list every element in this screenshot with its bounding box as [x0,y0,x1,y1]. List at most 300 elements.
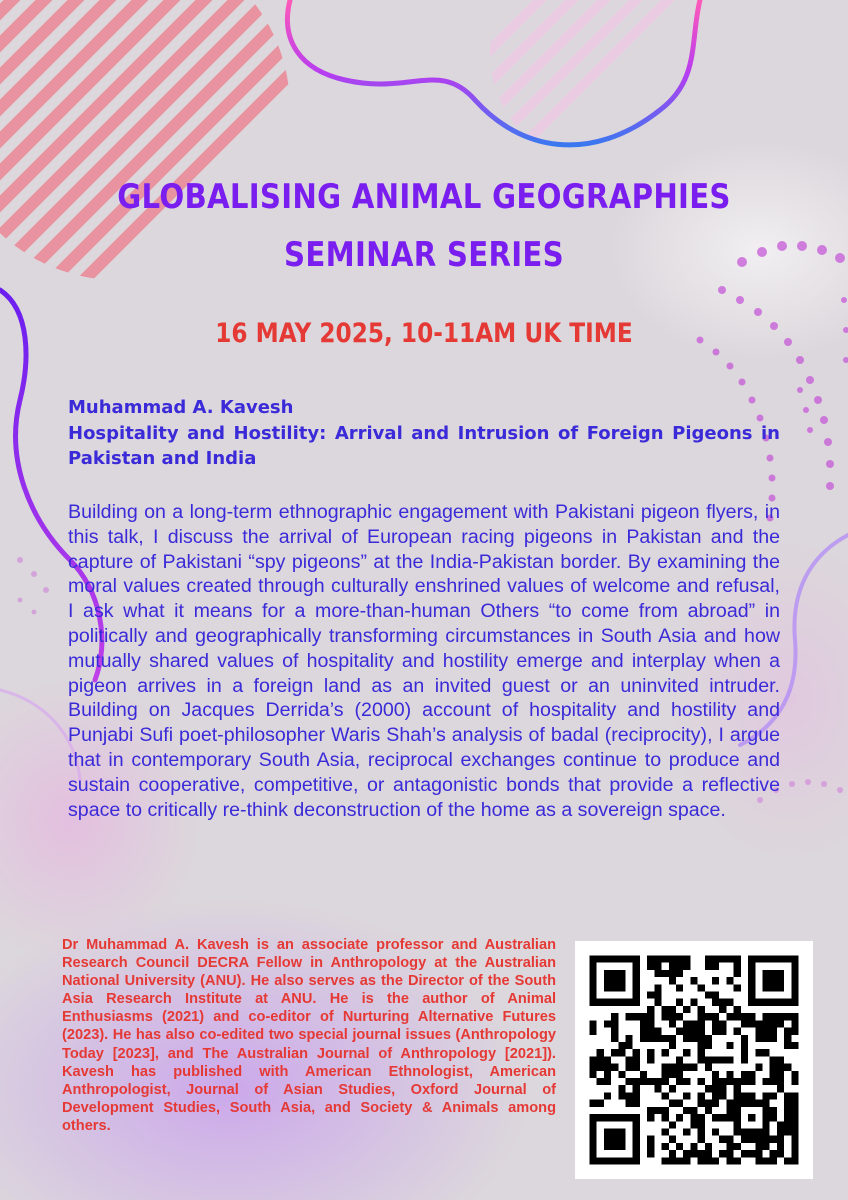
qr-module [748,1129,755,1136]
qr-module [683,1150,690,1157]
qr-module [611,977,618,984]
qr-module [698,1028,705,1035]
qr-module [741,1056,748,1063]
qr-module [647,1013,654,1020]
qr-module [597,1100,604,1107]
qr-module [755,1020,762,1027]
qr-module [755,955,762,962]
qr-module [604,999,611,1006]
qr-module [589,1114,596,1121]
qr-module [683,1020,690,1027]
qr-module [763,1020,770,1027]
qr-module [647,955,654,962]
qr-module [597,1049,604,1056]
qr-module [662,1035,669,1042]
qr-module [705,1100,712,1107]
qr-module [712,1085,719,1092]
qr-module [654,1085,661,1092]
qr-module [690,1121,697,1128]
qr-module [698,1042,705,1049]
qr-module [712,1114,719,1121]
qr-module [784,1013,791,1020]
qr-module [712,1100,719,1107]
qr-module [625,1092,632,1099]
qr-module [726,1042,733,1049]
qr-module [604,1143,611,1150]
qr-module [770,1114,777,1121]
qr-module [611,999,618,1006]
qr-module [589,1020,596,1027]
qr-module [712,1092,719,1099]
qr-module [748,955,755,962]
qr-module [640,1071,647,1078]
qr-module [712,955,719,962]
qr-module [604,1020,611,1027]
qr-module [719,999,726,1006]
qr-module [647,1150,654,1157]
qr-module [755,1049,762,1056]
qr-module [698,1049,705,1056]
qr-module [719,1056,726,1063]
qr-module [618,1042,625,1049]
qr-module [777,984,784,991]
qr-module [604,1136,611,1143]
qr-module [611,955,618,962]
qr-module [647,963,654,970]
qr-module [712,991,719,998]
qr-module [625,1114,632,1121]
qr-module [640,1078,647,1085]
qr-module [763,1114,770,1121]
qr-module [763,1100,770,1107]
qr-module [662,970,669,977]
qr-module [654,999,661,1006]
qr-module [770,1107,777,1114]
qr-module [755,1136,762,1143]
qr-module [748,977,755,984]
qr-module [784,1092,791,1099]
qr-module [784,1028,791,1035]
qr-module [589,1121,596,1128]
qr-module [618,1049,625,1056]
talk-title: Hospitality and Hostility: Arrival and Intrusion of Foreign Pigeons in Pakistan and India [68,423,780,469]
qr-module [763,1013,770,1020]
qr-module [597,1056,604,1063]
qr-module [633,1157,640,1164]
qr-module [734,1006,741,1013]
qr-module [784,1064,791,1071]
qr-module [698,1121,705,1128]
qr-module [748,1100,755,1107]
qr-module [683,1049,690,1056]
qr-module [676,1071,683,1078]
qr-module [669,1150,676,1157]
qr-module [748,1092,755,1099]
qr-module [777,1150,784,1157]
qr-module [611,1136,618,1143]
qr-module [763,1107,770,1114]
qr-module [734,1028,741,1035]
qr-module [669,1035,676,1042]
qr-module [654,1107,661,1114]
qr-module [791,1020,798,1027]
qr-module [625,1042,632,1049]
qr-module [669,1020,676,1027]
qr-module [683,1129,690,1136]
qr-module [784,1121,791,1128]
qr-module [784,1107,791,1114]
qr-module [690,1035,697,1042]
qr-module [719,1020,726,1027]
qr-module [669,1006,676,1013]
qr-module [676,1078,683,1085]
qr-module [777,1121,784,1128]
qr-module [669,970,676,977]
qr-module [625,1157,632,1164]
qr-module [604,984,611,991]
qr-module [698,1006,705,1013]
qr-module [676,1064,683,1071]
qr-module [726,1056,733,1063]
qr-module [647,1114,654,1121]
qr-module [690,1020,697,1027]
qr-module [618,955,625,962]
qr-module [791,1143,798,1150]
qr-module [589,1064,596,1071]
qr-module [604,1056,611,1063]
qr-module [604,1071,611,1078]
qr-module [633,1136,640,1143]
qr-module [770,1064,777,1071]
qr-module [770,1035,777,1042]
qr-module [669,955,676,962]
qr-module [597,1064,604,1071]
qr-module [625,1078,632,1085]
qr-module [690,1114,697,1121]
qr-module [719,1006,726,1013]
qr-module [734,1085,741,1092]
qr-module [777,1064,784,1071]
qr-module [698,1114,705,1121]
qr-module [589,1129,596,1136]
qr-module [611,1143,618,1150]
qr-module [705,963,712,970]
qr-code[interactable] [575,941,813,1179]
qr-module [705,1107,712,1114]
qr-module [763,1157,770,1164]
qr-module [734,1100,741,1107]
qr-module [726,977,733,984]
qr-module [683,955,690,962]
qr-module [589,955,596,962]
qr-module [726,1114,733,1121]
qr-module [734,1013,741,1020]
qr-module [705,1143,712,1150]
qr-module [633,977,640,984]
qr-module [726,1143,733,1150]
qr-module [734,963,741,970]
qr-module [777,955,784,962]
qr-module [611,1028,618,1035]
qr-module [669,1121,676,1128]
qr-module [705,1085,712,1092]
qr-module [791,977,798,984]
qr-module [698,1056,705,1063]
qr-module [770,1020,777,1027]
qr-module [770,1056,777,1063]
qr-module [712,1157,719,1164]
qr-module [791,970,798,977]
qr-module [741,1013,748,1020]
qr-module [777,1078,784,1085]
qr-module [669,1100,676,1107]
qr-module [734,1157,741,1164]
qr-module [770,1013,777,1020]
qr-module [741,1020,748,1027]
qr-module [698,1100,705,1107]
qr-module [698,1157,705,1164]
qr-module [589,1157,596,1164]
qr-module [625,1100,632,1107]
qr-module [633,1150,640,1157]
qr-module [669,1013,676,1020]
qr-module [741,1035,748,1042]
qr-module [734,1121,741,1128]
qr-module [589,977,596,984]
qr-module [741,1100,748,1107]
qr-module [611,1013,618,1020]
qr-module [654,955,661,962]
qr-module [589,1071,596,1078]
qr-module [683,1078,690,1085]
qr-module [734,984,741,991]
qr-module [770,1078,777,1085]
qr-module [734,970,741,977]
qr-module [748,991,755,998]
qr-module [777,1056,784,1063]
qr-module [669,1042,676,1049]
qr-module [705,1150,712,1157]
qr-module [712,1078,719,1085]
qr-module [770,1136,777,1143]
qr-module [633,1064,640,1071]
qr-module [791,1107,798,1114]
qr-module [604,1064,611,1071]
qr-module [676,970,683,977]
qr-module [770,984,777,991]
qr-module [604,1078,611,1085]
qr-module [719,1092,726,1099]
qr-module [625,955,632,962]
qr-module [597,999,604,1006]
qr-module [712,1020,719,1027]
qr-module [618,977,625,984]
qr-module [589,970,596,977]
qr-module [611,970,618,977]
qr-module [625,1064,632,1071]
qr-module [698,1150,705,1157]
qr-module [611,1114,618,1121]
seminar-title [111,168,737,284]
qr-module [726,1136,733,1143]
qr-module [763,1136,770,1143]
qr-module [777,977,784,984]
qr-module [748,1013,755,1020]
qr-module [589,1143,596,1150]
qr-module [683,1107,690,1114]
qr-module [791,1157,798,1164]
qr-module [611,1020,618,1027]
qr-module [647,1020,654,1027]
qr-module [618,1129,625,1136]
qr-module [662,1107,669,1114]
qr-module [640,1035,647,1042]
qr-module [791,1114,798,1121]
qr-module [726,955,733,962]
qr-module [618,1136,625,1143]
qr-module [690,977,697,984]
qr-module [770,977,777,984]
qr-module [654,991,661,998]
qr-module [690,1143,697,1150]
qr-module [589,1056,596,1063]
speaker-name: Muhammad A. Kavesh [68,397,294,418]
qr-module [712,1056,719,1063]
qr-module [611,1035,618,1042]
qr-module [618,1071,625,1078]
qr-module [726,1150,733,1157]
qr-module [719,1136,726,1143]
qr-module [662,1157,669,1164]
qr-module [726,1100,733,1107]
qr-module [662,1143,669,1150]
seminar-title-line-1: GLOBALISING ANIMAL GEOGRAPHIES [117,177,731,217]
qr-module [633,963,640,970]
qr-module [770,1157,777,1164]
qr-module [763,955,770,962]
qr-module [662,1006,669,1013]
qr-module [683,1035,690,1042]
qr-module [755,1129,762,1136]
qr-module [755,1150,762,1157]
qr-module [705,1042,712,1049]
qr-module [618,1143,625,1150]
qr-module [676,1013,683,1020]
qr-module [589,1100,596,1107]
qr-module [662,1129,669,1136]
qr-module [777,999,784,1006]
qr-module [647,1107,654,1114]
talk-abstract: Building on a long-term ethnographic engagement with Pakistani pigeon flyers, in this talk, I discuss the arrival of European racing pigeons in Pakistan and the capture of Pakistani “spy pigeons” at the India-Pakistan border. By examining the moral values created through culturally enshrined values of welcome and refusal, I ask what it means for a more-than-human Others “to come from abroad” in politically and geographically transforming circumstances in South Asia and how mutually shared values of hospitality and hostility emerge and interplay when a pigeon arrives in a foreign land as an invited guest or an uninvited intruder. Building on Jacques Derrida’s (2000) account of hospitality and hostility and Punjabi Sufi poet-philosopher Waris Shah’s analysis of badal (reciprocity), I argue that in contemporary South Asia, reciprocal exchanges continue to produce and sustain cooperative, competitive, or antagonistic bonds that provide a reflective space to critically re-think deconstruction of the home as a sovereign space. [68,501,780,821]
qr-module [741,1136,748,1143]
qr-module [618,1092,625,1099]
qr-module [604,977,611,984]
qr-module [690,1028,697,1035]
qr-module [654,1035,661,1042]
qr-module [698,1020,705,1027]
qr-module [726,1107,733,1114]
qr-module [676,955,683,962]
qr-module [633,1100,640,1107]
qr-module [755,1100,762,1107]
qr-module [589,984,596,991]
qr-module [669,1085,676,1092]
qr-module [676,999,683,1006]
qr-module [640,1028,647,1035]
qr-module [690,1150,697,1157]
qr-module [683,963,690,970]
qr-module [647,1028,654,1035]
qr-module [784,1129,791,1136]
qr-module [640,1013,647,1020]
qr-module [589,1150,596,1157]
qr-module [763,999,770,1006]
qr-module [647,1078,654,1085]
qr-module [676,1114,683,1121]
qr-module [791,1121,798,1128]
qr-module [719,1150,726,1157]
qr-module [597,1114,604,1121]
qr-module [618,1114,625,1121]
qr-module [589,963,596,970]
qr-module [690,1107,697,1114]
qr-module [633,1013,640,1020]
qr-module [705,1056,712,1063]
qr-module [662,955,669,962]
qr-module [705,1064,712,1071]
qr-module [712,999,719,1006]
qr-module [676,984,683,991]
qr-module [662,1071,669,1078]
qr-module [734,1129,741,1136]
qr-module [791,1071,798,1078]
qr-module [597,1157,604,1164]
qr-module [698,1129,705,1136]
qr-module [770,1028,777,1035]
qr-module [741,1071,748,1078]
qr-module [791,991,798,998]
qr-module [633,999,640,1006]
qr-module [683,1028,690,1035]
qr-module [763,977,770,984]
qr-module [662,1114,669,1121]
qr-module [734,1143,741,1150]
qr-module [604,1114,611,1121]
qr-module [604,1092,611,1099]
qr-module [604,955,611,962]
qr-module [698,1035,705,1042]
qr-module [633,1056,640,1063]
qr-module [712,1013,719,1020]
qr-module [791,1136,798,1143]
qr-module [669,1136,676,1143]
qr-module [770,999,777,1006]
qr-module [618,1157,625,1164]
qr-module [611,1064,618,1071]
qr-module [741,1150,748,1157]
qr-module [633,1143,640,1150]
qr-module [597,955,604,962]
qr-module [647,1143,654,1150]
qr-module [647,1006,654,1013]
qr-module [698,1013,705,1020]
qr-module [604,1129,611,1136]
qr-module [741,1092,748,1099]
qr-module [669,963,676,970]
qr-module [611,1129,618,1136]
qr-module [791,955,798,962]
qr-module [633,1049,640,1056]
